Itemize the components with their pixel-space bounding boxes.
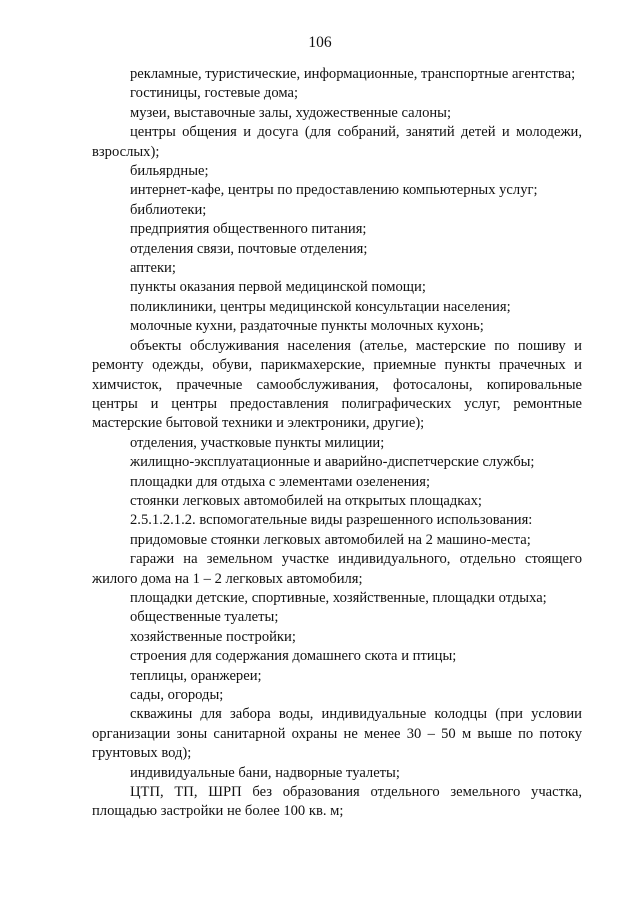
paragraph: площадки детские, спортивные, хозяйственные, площадки отдыха; (130, 589, 547, 606)
paragraph: жилищно-эксплуатационные и аварийно-диспетчерские службы; (130, 454, 535, 471)
paragraph: скважины для забора воды, индивидуальные колодцы (при условии организации зоны санитарной охраны не менее 30 – 50 м выше по потоку грунтовых вод); (92, 706, 582, 762)
page-number: 106 (308, 34, 332, 51)
paragraph: ЦТП, ТП, ШРП без образования отдельного земельного участка, площадью застройки не более 100 кв. м; (92, 784, 582, 820)
paragraph: объекты обслуживания населения (ателье, мастерские по пошиву и ремонту одежды, обуви, парикмахерские, приемные пункты прачечных и химчисток, прачечные самообслуживания, фотосалоны, копировальные центры и центры предоставления полиграфических услуг, ремонтные мастерские бытовой техники и электроники, другие); (92, 337, 582, 432)
document-body (92, 65, 582, 822)
paragraph: музеи, выставочные залы, художественные салоны; (130, 104, 452, 121)
paragraph: предприятия общественного питания; (130, 221, 367, 238)
paragraph: аптеки; (130, 260, 176, 277)
paragraph: общественные туалеты; (130, 609, 279, 626)
paragraph: молочные кухни, раздаточные пункты молочных кухонь; (130, 318, 484, 335)
paragraph: гаражи на земельном участке индивидуального, отдельно стоящего жилого дома на 1 – 2 легковых автомобиля; (92, 551, 582, 587)
paragraph: отделения связи, почтовые отделения; (130, 240, 368, 257)
paragraph: строения для содержания домашнего скота и птицы; (130, 648, 457, 665)
paragraph: индивидуальные бани, надворные туалеты; (130, 764, 400, 781)
paragraph: гостиницы, гостевые дома; (130, 85, 299, 102)
paragraph: стоянки легковых автомобилей на открытых площадках; (130, 492, 482, 509)
paragraph: теплицы, оранжереи; (130, 667, 262, 684)
paragraph: интернет-кафе, центры по предоставлению компьютерных услуг; (130, 182, 538, 199)
paragraph: центры общения и досуга (для собраний, занятий детей и молодежи, взрослых); (92, 124, 582, 160)
paragraph: придомовые стоянки легковых автомобилей на 2 машино-места; (130, 531, 531, 548)
paragraph: пункты оказания первой медицинской помощи; (130, 279, 426, 296)
paragraph: отделения, участковые пункты милиции; (130, 434, 385, 451)
paragraph: сады, огороды; (130, 687, 224, 703)
section-heading: 2.5.1.2.1.2. вспомогательные виды разрешенного использования: (130, 512, 533, 529)
paragraph: хозяйственные постройки; (130, 628, 296, 645)
paragraph: площадки для отдыха с элементами озеленения; (130, 473, 431, 490)
paragraph: бильярдные; (130, 163, 209, 180)
paragraph: рекламные, туристические, информационные, транспортные агентства; (130, 66, 576, 82)
paragraph: библиотеки; (130, 201, 207, 218)
paragraph: поликлиники, центры медицинской консультации населения; (130, 298, 511, 315)
